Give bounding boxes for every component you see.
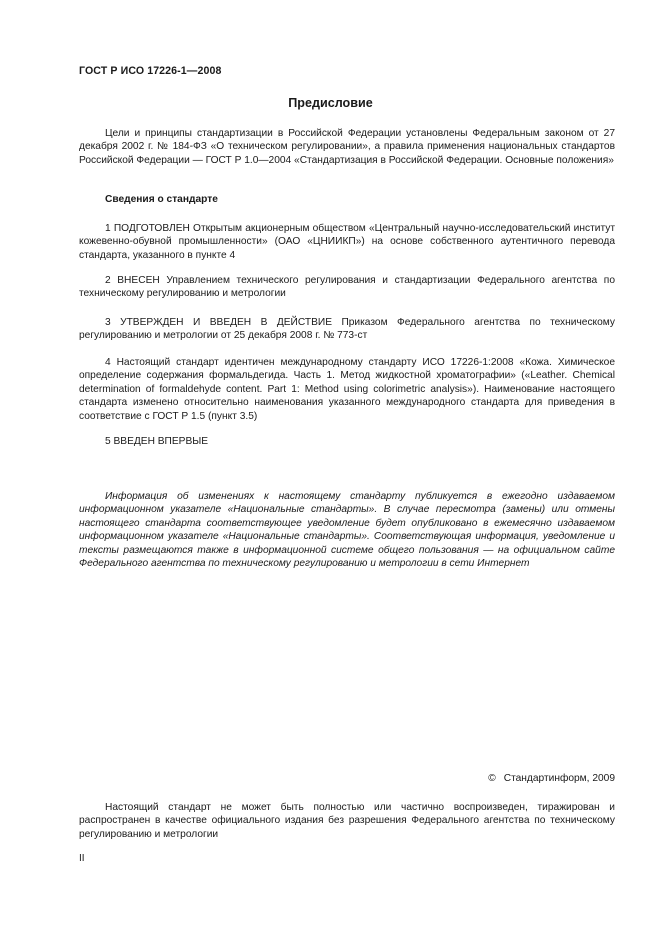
info-notice-text: Информация об изменениях к настоящему стандарту публикуется в ежегодно издаваемом информационном указателе «Национальные стандарты». В случае пересмотра (замены) или отмены настоящего стандарта соответствующее уведомление будет опубликовано в ежемесячно издаваемом информационном указателе «Национальные стандарты». Соответствующая информация, уведомление и тексты размещаются также в информационной системе общего пользования — на официальном сайте Федерального агентства по техническому регулированию и метрологии в сети Интернет	[79, 491, 615, 570]
intro-paragraph	[79, 127, 615, 167]
reproduction-notice-text: Настоящий стандарт не может быть полностью или частично воспроизведен, тиражирован и распространен в качестве официального издания без разрешения Федерального агентства по техническому регулированию и метрологии	[79, 802, 615, 840]
intro-text: Цели и принципы стандартизации в Российской Федерации установлены Федеральным законом от 27 декабря 2002 г. № 184-ФЗ «О техническом регулировании», а правила применения национальных стандартов Российской Федерации — ГОСТ Р 1.0—2004 «Стандартизация в Российской Федерации. Основные положения»	[79, 128, 615, 166]
list-item	[79, 356, 615, 423]
info-notice	[79, 490, 615, 570]
section-subheading: Сведения о стандарте	[105, 194, 218, 205]
list-item	[79, 435, 615, 448]
list-item	[79, 274, 615, 301]
item-text: 3 УТВЕРЖДЕН И ВВЕДЕН В ДЕЙСТВИЕ Приказом Федерального агентства по техническому регулированию и метрологии от 25 декабря 2008 г. № 773-ст	[79, 317, 615, 342]
page-number: II	[79, 853, 85, 864]
item-text: 4 Настоящий стандарт идентичен международному стандарту ИСО 17226-1:2008 «Кожа. Химическое определение содержания формальдегида. Часть 1. Метод жидкостной хроматографии» («Leather. Chemical determination of formaldehyde content. Part 1: Method using colorimetric analysis»). Наименование настоящего стандарта изменено относительно наименования указанного международного стандарта для приведения в соответствие с ГОСТ Р 1.5 (пункт 3.5)	[79, 357, 615, 422]
item-text: 1 ПОДГОТОВЛЕН Открытым акционерным обществом «Центральный научно-исследовательский институт кожевенно-обувной промышленности» (ОАО «ЦНИИКП») на основе собственного аутентичного перевода стандарта, указанного в пункте 4	[79, 223, 615, 261]
item-text: 5 ВВЕДЕН ВПЕРВЫЕ	[105, 436, 209, 447]
copyright-line	[488, 772, 615, 785]
list-item	[79, 222, 615, 262]
reproduction-notice	[79, 801, 615, 841]
copyright-icon: ©	[488, 773, 496, 784]
standard-code: ГОСТ Р ИСО 17226-1—2008	[79, 65, 222, 77]
page-title: Предисловие	[288, 96, 373, 110]
copyright-text: Стандартинформ, 2009	[503, 773, 615, 784]
list-item	[79, 316, 615, 343]
item-text: 2 ВНЕСЕН Управлением технического регулирования и стандартизации Федерального агентства по техническому регулированию и метрологии	[79, 275, 615, 300]
